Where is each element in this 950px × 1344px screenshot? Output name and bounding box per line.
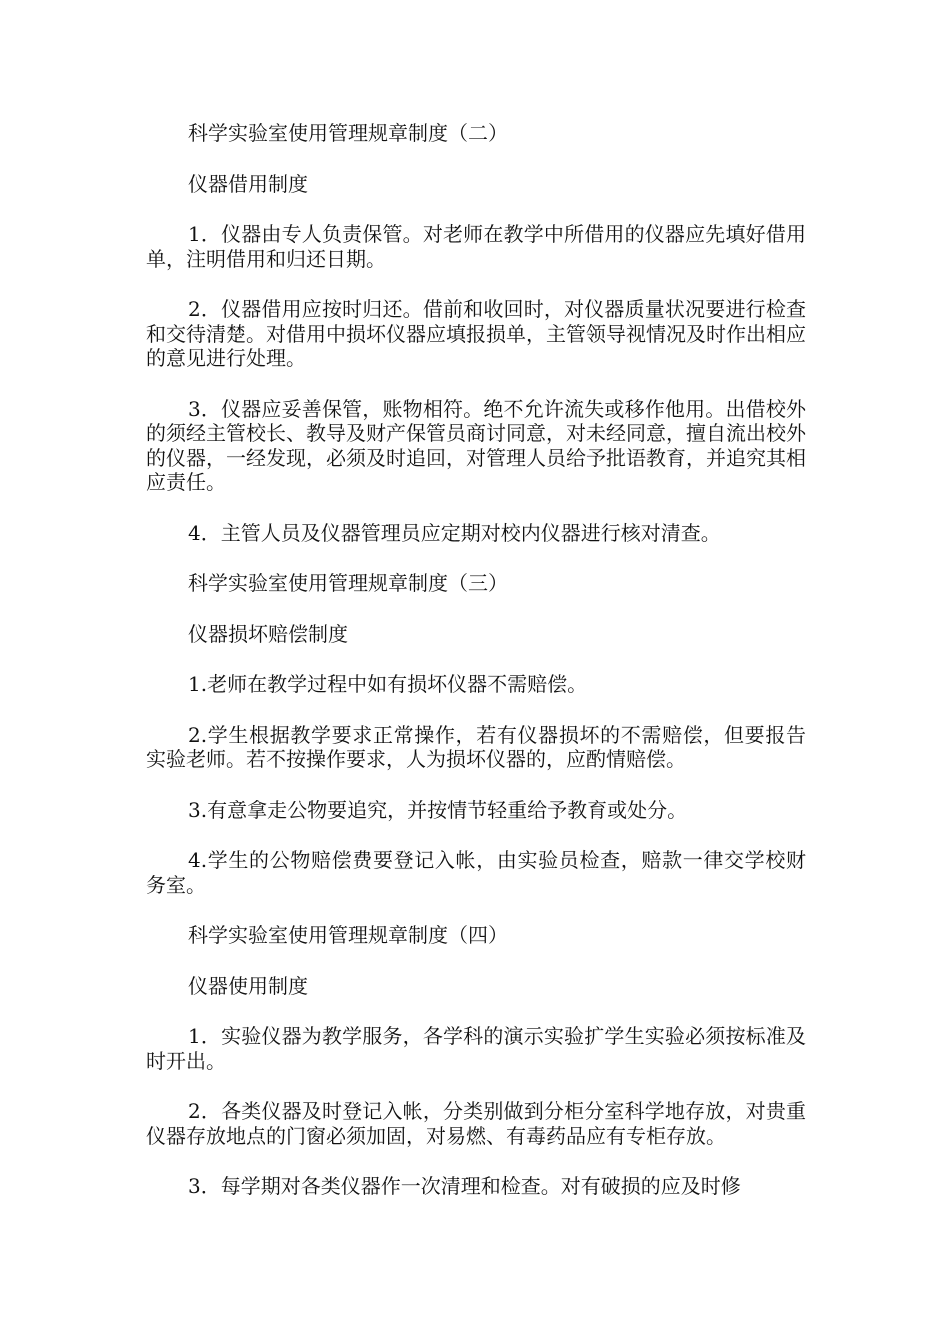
paragraph-damage-4: 4.学生的公物赔偿费要登记入帐，由实验员检查，赔款一律交学校财务室。 — [146, 848, 806, 897]
document-page — [146, 121, 806, 1225]
section-title-2: 科学实验室使用管理规章制度（二） — [188, 121, 508, 145]
section-title-3: 科学实验室使用管理规章制度（三） — [188, 571, 508, 595]
paragraph-borrowing-3: 3．仪器应妥善保管，账物相符。绝不允许流失或移作他用。出借校外的须经主管校长、教导及财产保管员商讨同意，对未经同意，擅自流出校外的仪器，一经发现，必须及时追回，对管理人员给予批语教育，并追究其相应责任。 — [146, 396, 806, 494]
paragraph-usage-1: 1．实验仪器为教学服务，各学科的演示实验扩学生实验必须按标准及时开出。 — [146, 1024, 806, 1073]
subsection-title-damage: 仪器损坏赔偿制度 — [188, 621, 348, 646]
paragraph-usage-2: 2．各类仪器及时登记入帐，分类别做到分柜分室科学地存放，对贵重仪器存放地点的门窗必须加固，对易燃、有毒药品应有专柜存放。 — [146, 1099, 806, 1148]
paragraph-damage-2: 2.学生根据教学要求正常操作，若有仪器损坏的不需赔偿，但要报告实验老师。若不按操作要求，人为损坏仪器的，应酌情赔偿。 — [146, 722, 806, 771]
paragraph-damage-1: 1.老师在教学过程中如有损坏仪器不需赔偿。 — [188, 672, 588, 696]
paragraph-borrowing-1: 1．仪器由专人负责保管。对老师在教学中所借用的仪器应先填好借用单，注明借用和归还日期。 — [146, 222, 806, 271]
paragraph-usage-3: 3．每学期对各类仪器作一次清理和检查。对有破损的应及时修 — [188, 1174, 741, 1198]
subsection-title-borrowing: 仪器借用制度 — [188, 171, 308, 196]
paragraph-borrowing-2: 2．仪器借用应按时归还。借前和收回时，对仪器质量状况要进行检查和交待清楚。对借用中损坏仪器应填报损单，主管领导视情况及时作出相应的意见进行处理。 — [146, 297, 806, 370]
paragraph-damage-3: 3.有意拿走公物要追究，并按情节轻重给予教育或处分。 — [188, 797, 688, 822]
subsection-title-usage: 仪器使用制度 — [188, 973, 308, 998]
paragraph-borrowing-4: 4．主管人员及仪器管理员应定期对校内仪器进行核对清查。 — [188, 520, 721, 545]
section-title-4: 科学实验室使用管理规章制度（四） — [188, 923, 508, 947]
